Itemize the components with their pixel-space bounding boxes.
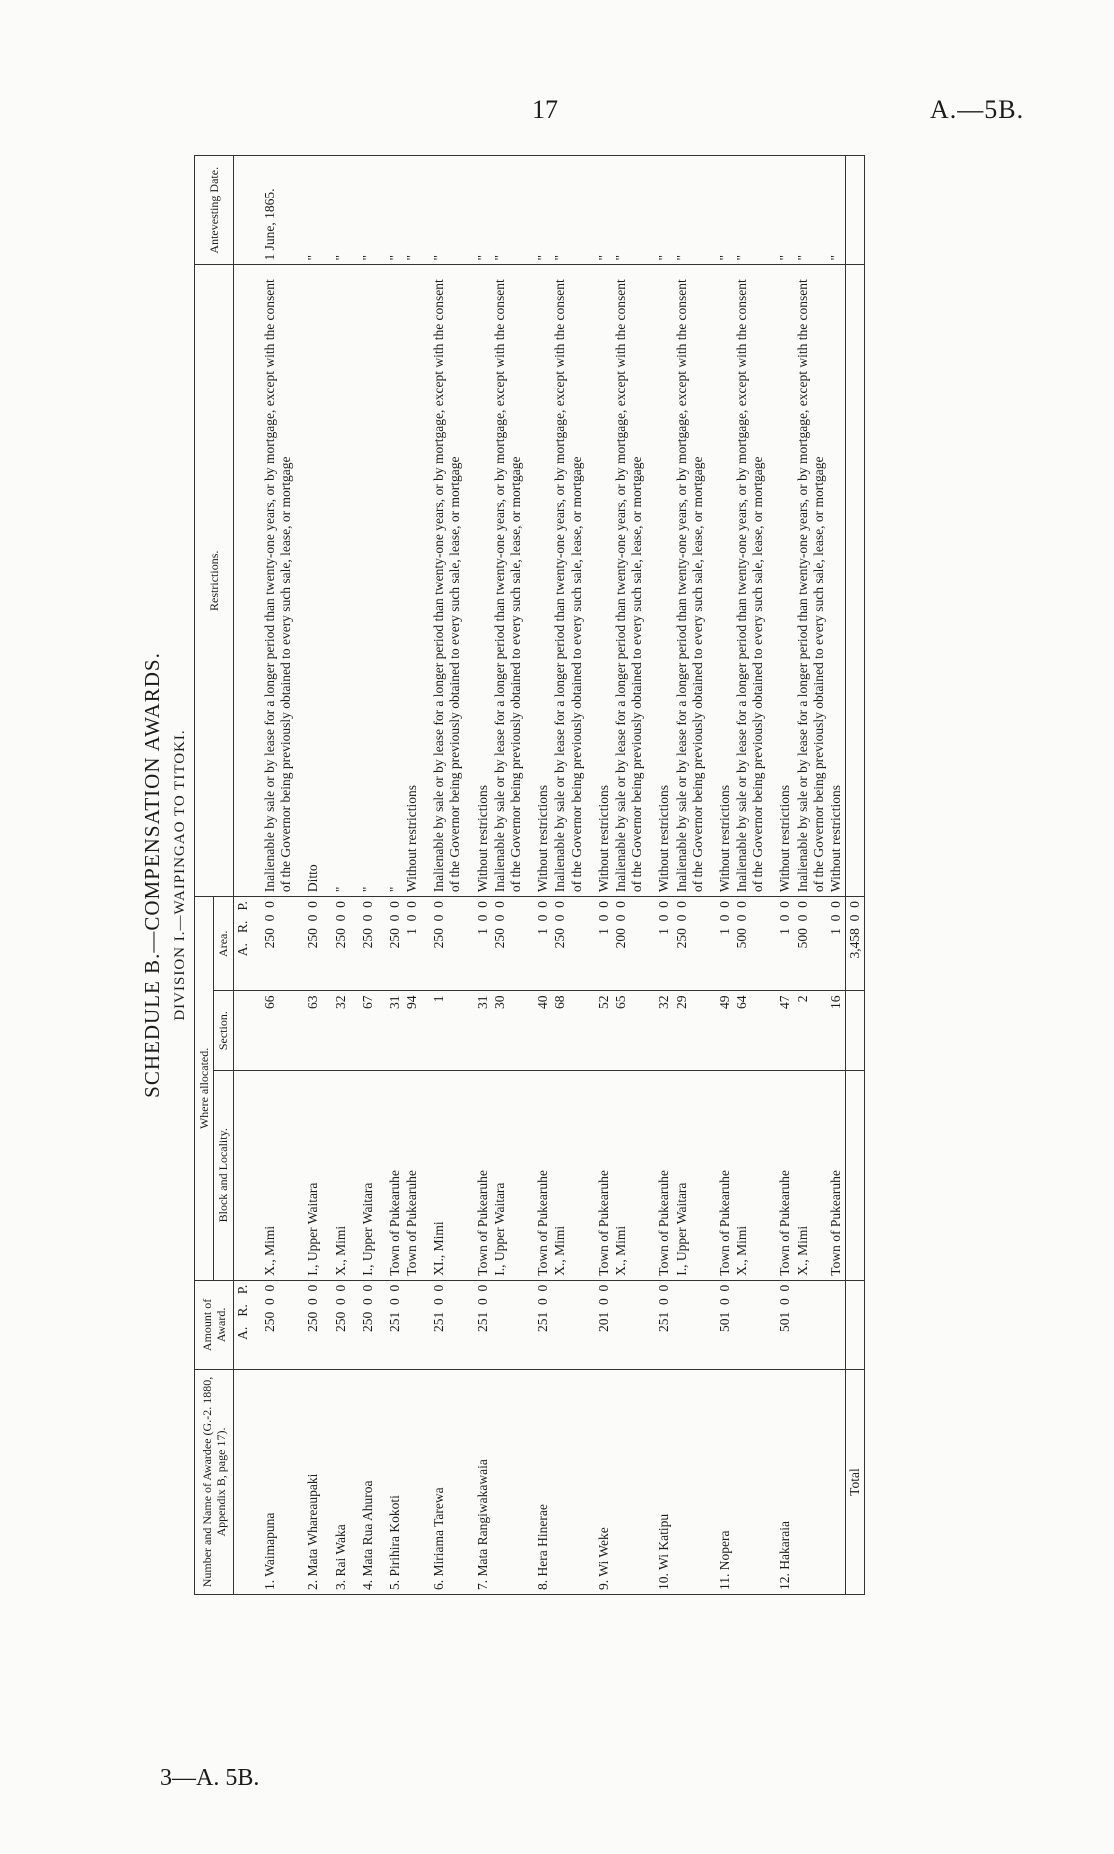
awardee-name: 5. Pirihira Kokoti <box>377 1370 404 1595</box>
document-code: A.—5B. <box>930 95 1025 124</box>
award-amount: 251 0 0 <box>465 1280 492 1369</box>
awards-table <box>194 155 865 1595</box>
block-locality: Town of Pukearuhe <box>828 1070 846 1280</box>
block-locality: Town of Pukearuhe <box>465 1070 492 1280</box>
table-row <box>552 156 585 1595</box>
restrictions-text: Without restrictions <box>465 265 492 897</box>
block-locality: Town of Pukearuhe <box>767 1070 794 1280</box>
block-locality: Town of Pukearuhe <box>404 1070 421 1280</box>
section-number: 31 <box>465 991 492 1070</box>
area-value: 1 0 0 <box>646 897 673 991</box>
area-value: 1 0 0 <box>586 897 613 991</box>
award-amount: 251 0 0 <box>525 1280 552 1369</box>
block-locality: X., Mimi <box>252 1070 295 1280</box>
restrictions-text: Without restrictions <box>767 265 794 897</box>
section-number: 63 <box>295 991 322 1070</box>
antevesting-date: " <box>613 156 646 265</box>
header-section: Section. <box>214 991 233 1070</box>
area-value: 1 0 0 <box>707 897 734 991</box>
area-value: 250 0 0 <box>377 897 404 991</box>
awardee-name: 10. Wi Katipu <box>646 1370 673 1595</box>
restrictions-text: Ditto <box>295 265 322 897</box>
award-amount: 201 0 0 <box>586 1280 613 1369</box>
antevesting-date: " <box>295 156 322 265</box>
antevesting-date: " <box>707 156 734 265</box>
award-amount <box>492 1280 525 1369</box>
section-number: 32 <box>646 991 673 1070</box>
section-number: 40 <box>525 991 552 1070</box>
antevesting-date: " <box>767 156 794 265</box>
table-row <box>586 156 613 1595</box>
area-value: 250 0 0 <box>295 897 322 991</box>
area-value: 1 0 0 <box>404 897 421 991</box>
header-area: Area. <box>214 897 233 991</box>
awardee-name <box>552 1370 585 1595</box>
block-locality: X., Mimi <box>795 1070 828 1280</box>
table-row <box>734 156 767 1595</box>
award-amount: 250 0 0 <box>252 1280 295 1369</box>
block-locality: Town of Pukearuhe <box>646 1070 673 1280</box>
table-row <box>707 156 734 1595</box>
restrictions-text: Inalienable by sale or by lease for a longer period than twenty-one years, or by mortgage, except with the consent of the Governor being previously obtained to every such sale, lease, or mortgage <box>421 265 464 897</box>
area-value: 250 0 0 <box>323 897 350 991</box>
restrictions-text: Without restrictions <box>525 265 552 897</box>
awardee-name <box>828 1370 846 1595</box>
total-area: 3,458 0 0 <box>846 897 865 991</box>
area-value: 250 0 0 <box>350 897 377 991</box>
header-where: Where allocated. <box>195 897 214 1281</box>
area-units: A. R. P. <box>233 897 252 991</box>
restrictions-text: Without restrictions <box>586 265 613 897</box>
table-row <box>323 156 350 1595</box>
antevesting-date: " <box>646 156 673 265</box>
awardee-name <box>795 1370 828 1595</box>
antevesting-date: " <box>525 156 552 265</box>
award-amount: 501 0 0 <box>707 1280 734 1369</box>
award-amount <box>828 1280 846 1369</box>
antevesting-date: " <box>465 156 492 265</box>
restrictions-text: Without restrictions <box>828 265 846 897</box>
award-amount: 251 0 0 <box>377 1280 404 1369</box>
antevesting-date: 1 June, 1865. <box>252 156 295 265</box>
restrictions-text: " <box>377 265 404 897</box>
antevesting-date: " <box>674 156 707 265</box>
awardee-name: 9. Wi Weke <box>586 1370 613 1595</box>
table-row <box>674 156 707 1595</box>
block-locality: XI., Mimi <box>421 1070 464 1280</box>
award-amount <box>404 1280 421 1369</box>
award-amount: 251 0 0 <box>421 1280 464 1369</box>
block-locality: Town of Pukearuhe <box>525 1070 552 1280</box>
section-number: 29 <box>674 991 707 1070</box>
section-number: 49 <box>707 991 734 1070</box>
table-row <box>767 156 794 1595</box>
restrictions-text: " <box>350 265 377 897</box>
antevesting-date: " <box>350 156 377 265</box>
restrictions-text: " <box>323 265 350 897</box>
area-value: 200 0 0 <box>613 897 646 991</box>
restrictions-text: Inalienable by sale or by lease for a longer period than twenty-one years, or by mortgage, except with the consent of the Governor being previously obtained to every such sale, lease, or mortgage <box>734 265 767 897</box>
awardee-name: 11. Nopera <box>707 1370 734 1595</box>
section-number: 16 <box>828 991 846 1070</box>
section-number: 52 <box>586 991 613 1070</box>
awardee-name <box>734 1370 767 1595</box>
awardee-name: 3. Rai Waka <box>323 1370 350 1595</box>
block-locality: I., Upper Waitara <box>674 1070 707 1280</box>
total-label: Total <box>846 1370 865 1595</box>
table-row <box>525 156 552 1595</box>
table-row <box>646 156 673 1595</box>
section-number: 30 <box>492 991 525 1070</box>
antevesting-date: " <box>377 156 404 265</box>
antevesting-date: " <box>492 156 525 265</box>
header-restrictions: Restrictions. <box>195 265 234 897</box>
awardee-name: 1. Waimapuna <box>252 1370 295 1595</box>
awardee-name: 8. Hera Hinerae <box>525 1370 552 1595</box>
restrictions-text: Inalienable by sale or by lease for a longer period than twenty-one years, or by mortgage, except with the consent of the Governor being previously obtained to every such sale, lease, or mortgage <box>252 265 295 897</box>
award-amount <box>734 1280 767 1369</box>
restrictions-text: Inalienable by sale or by lease for a longer period than twenty-one years, or by mortgage, except with the consent of the Governor being previously obtained to every such sale, lease, or mortgage <box>674 265 707 897</box>
table-row <box>828 156 846 1595</box>
block-locality: Town of Pukearuhe <box>586 1070 613 1280</box>
table-row <box>252 156 295 1595</box>
awardee-name <box>613 1370 646 1595</box>
restrictions-text: Without restrictions <box>404 265 421 897</box>
area-value: 1 0 0 <box>465 897 492 991</box>
restrictions-text: Without restrictions <box>707 265 734 897</box>
section-number: 31 <box>377 991 404 1070</box>
area-value: 1 0 0 <box>525 897 552 991</box>
section-number: 64 <box>734 991 767 1070</box>
awardee-name: 6. Miriama Tarewa <box>421 1370 464 1595</box>
award-amount: 250 0 0 <box>350 1280 377 1369</box>
area-value: 250 0 0 <box>252 897 295 991</box>
awardee-name: 7. Mata Rangiwakawaia <box>465 1370 492 1595</box>
table-row <box>350 156 377 1595</box>
page-number: 17 <box>532 95 558 124</box>
area-value: 1 0 0 <box>767 897 794 991</box>
section-number: 67 <box>350 991 377 1070</box>
antevesting-date: " <box>421 156 464 265</box>
footer-code: 3—A. 5B. <box>160 1765 260 1791</box>
antevesting-date: " <box>323 156 350 265</box>
header-award: Amount of Award. <box>195 1280 234 1369</box>
section-number: 2 <box>795 991 828 1070</box>
block-locality: I., Upper Waitara <box>492 1070 525 1280</box>
area-value: 500 0 0 <box>734 897 767 991</box>
block-locality: I., Upper Waitara <box>295 1070 322 1280</box>
section-number: 1 <box>421 991 464 1070</box>
rotated-schedule <box>140 155 863 1595</box>
table-row <box>404 156 421 1595</box>
award-amount <box>674 1280 707 1369</box>
antevesting-date: " <box>586 156 613 265</box>
antevesting-date: " <box>828 156 846 265</box>
header-block: Block and Locality. <box>214 1070 233 1280</box>
award-amount <box>795 1280 828 1369</box>
block-locality: X., Mimi <box>552 1070 585 1280</box>
section-number: 66 <box>252 991 295 1070</box>
block-locality: I., Upper Waitara <box>350 1070 377 1280</box>
block-locality: Town of Pukearuhe <box>707 1070 734 1280</box>
table-row <box>613 156 646 1595</box>
awardee-name <box>404 1370 421 1595</box>
area-value: 500 0 0 <box>795 897 828 991</box>
antevesting-date: " <box>795 156 828 265</box>
table-body <box>233 156 845 1595</box>
area-value: 1 0 0 <box>828 897 846 991</box>
awardee-name: 12. Hakaraia <box>767 1370 794 1595</box>
section-number: 65 <box>613 991 646 1070</box>
awardee-name <box>674 1370 707 1595</box>
award-amount: 250 0 0 <box>323 1280 350 1369</box>
section-number: 47 <box>767 991 794 1070</box>
section-number: 68 <box>552 991 585 1070</box>
section-number: 94 <box>404 991 421 1070</box>
award-amount <box>552 1280 585 1369</box>
table-row <box>377 156 404 1595</box>
restrictions-text: Inalienable by sale or by lease for a longer period than twenty-one years, or by mortgage, except with the consent of the Governor being previously obtained to every such sale, lease, or mortgage <box>795 265 828 897</box>
area-value: 250 0 0 <box>492 897 525 991</box>
award-units: A. R. P. <box>233 1280 252 1369</box>
awardee-name: 2. Mata Whareaupaki <box>295 1370 322 1595</box>
antevesting-date: " <box>552 156 585 265</box>
restrictions-text: Without restrictions <box>646 265 673 897</box>
award-amount: 251 0 0 <box>646 1280 673 1369</box>
restrictions-text: Inalienable by sale or by lease for a longer period than twenty-one years, or by mortgage, except with the consent of the Governor being previously obtained to every such sale, lease, or mortgage <box>552 265 585 897</box>
block-locality: X., Mimi <box>734 1070 767 1280</box>
header-name: Number and Name of Awardee (G.-2. 1880, Appendix B, page 17). <box>195 1370 234 1595</box>
antevesting-date: " <box>734 156 767 265</box>
block-locality: X., Mimi <box>323 1070 350 1280</box>
table-row <box>295 156 322 1595</box>
section-number: 32 <box>323 991 350 1070</box>
block-locality: X., Mimi <box>613 1070 646 1280</box>
area-value: 250 0 0 <box>421 897 464 991</box>
restrictions-text: Inalienable by sale or by lease for a longer period than twenty-one years, or by mortgage, except with the consent of the Governor being previously obtained to every such sale, lease, or mortgage <box>492 265 525 897</box>
table-row <box>795 156 828 1595</box>
award-amount <box>613 1280 646 1369</box>
award-amount: 250 0 0 <box>295 1280 322 1369</box>
table-row <box>492 156 525 1595</box>
header-date: Antevesting Date. <box>195 156 234 265</box>
restrictions-text: Inalienable by sale or by lease for a longer period than twenty-one years, or by mortgage, except with the consent of the Governor being previously obtained to every such sale, lease, or mortgage <box>613 265 646 897</box>
block-locality: Town of Pukearuhe <box>377 1070 404 1280</box>
table-row <box>421 156 464 1595</box>
awardee-name: 4. Mata Rua Ahuroa <box>350 1370 377 1595</box>
area-value: 250 0 0 <box>552 897 585 991</box>
award-amount: 501 0 0 <box>767 1280 794 1369</box>
table-row <box>465 156 492 1595</box>
schedule-title: SCHEDULE B.—COMPENSATION AWARDS. <box>140 652 164 1098</box>
area-value: 250 0 0 <box>674 897 707 991</box>
awardee-name <box>492 1370 525 1595</box>
antevesting-date: " <box>404 156 421 265</box>
schedule-subtitle: DIVISION I.—WAIPINGAO TO TITOKI. <box>172 729 188 1021</box>
